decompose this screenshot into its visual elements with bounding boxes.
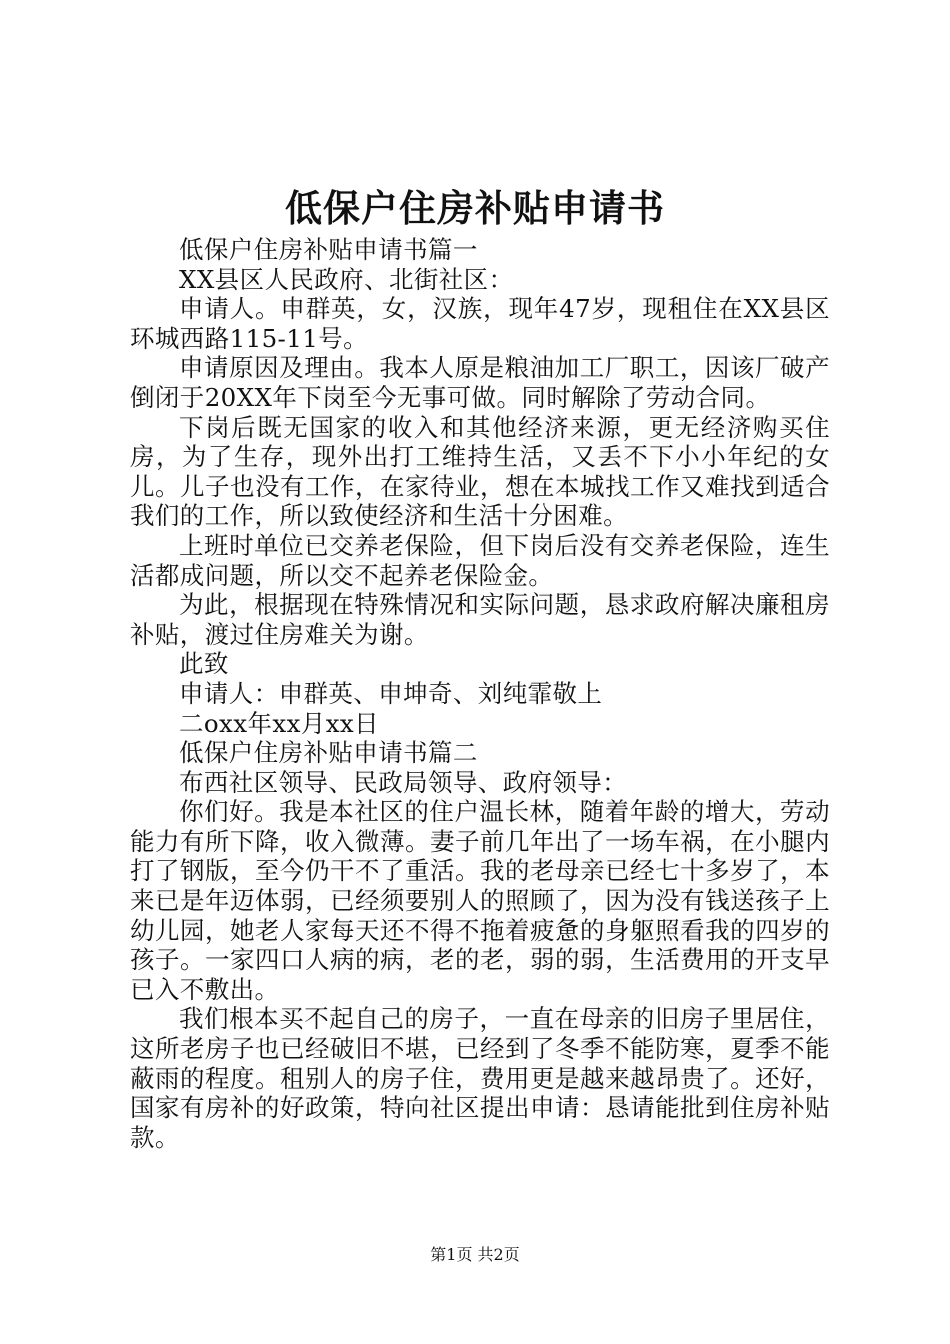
paragraph-applicant: 申请人。申群英，女，汉族，现年47岁，现租住在XX县区环城西路115-11号。 <box>130 294 830 353</box>
document-title: 低保户住房补贴申请书 <box>285 186 665 230</box>
page-footer: 第1页 共2页 <box>430 1245 520 1264</box>
signature-line: 申请人：申群英、申坤奇、刘纯霏敬上 <box>179 678 603 708</box>
date-line: 二oxx年xx月xx日 <box>179 708 380 738</box>
paragraph-reason: 申请原因及理由。我本人原是粮油加工厂职工，因该厂破产倒闭于20XX年下岗至今无事可做。同时解除了劳动合同。 <box>130 353 830 412</box>
section-heading-1: 低保户住房补贴申请书篇一 <box>179 235 478 264</box>
document-body <box>130 235 830 1152</box>
closing-phrase: 此致 <box>179 649 229 679</box>
paragraph-request: 为此，根据现在特殊情况和实际问题，恳求政府解决廉租房补贴，渡过住房难关为谢。 <box>130 590 830 649</box>
salutation-1: XX县区人民政府、北街社区： <box>179 264 514 294</box>
paragraph-insurance: 上班时单位已交养老保险，但下岗后没有交养老保险，连生活都成问题，所以交不起养老保险金。 <box>130 530 830 590</box>
paragraph-hardship: 下岗后既无国家的收入和其他经济来源，更无经济购买住房，为了生存，现外出打工维持生活，又丢不下小小年纪的女儿。儿子也没有工作，在家待业，想在本城找工作又难找到适合我们的工作，所以致使经济和生活十分困难。 <box>130 412 830 531</box>
paragraph-housing: 我们根本买不起自己的房子，一直在母亲的旧房子里居住，这所老房子也已经破旧不堪，已经到了冬季不能防寒，夏季不能蔽雨的程度。租别人的房子住，费用更是越来越昂贵了。还好，国家有房补的好政策，特向社区提出申请：恳请能批到住房补贴款。 <box>130 1004 830 1152</box>
paragraph-family: 你们好。我是本社区的住户温长林，随着年龄的增大，劳动能力有所下降，收入微薄。妻子前几年出了一场车祸，在小腿内打了钢版，至今仍干不了重活。我的老母亲已经七十多岁了，本来已是年迈体弱，已经须要别人的照顾了，因为没有钱送孩子上幼儿园，她老人家每天还不得不拖着疲惫的身躯照看我的四岁的孩子。一家四口人病的病，老的老，弱的弱，生活费用的开支早已入不敷出。 <box>130 797 830 1004</box>
section-heading-2: 低保户住房补贴申请书篇二 <box>179 738 478 768</box>
salutation-2: 布西社区领导、民政局领导、政府领导： <box>179 767 628 797</box>
